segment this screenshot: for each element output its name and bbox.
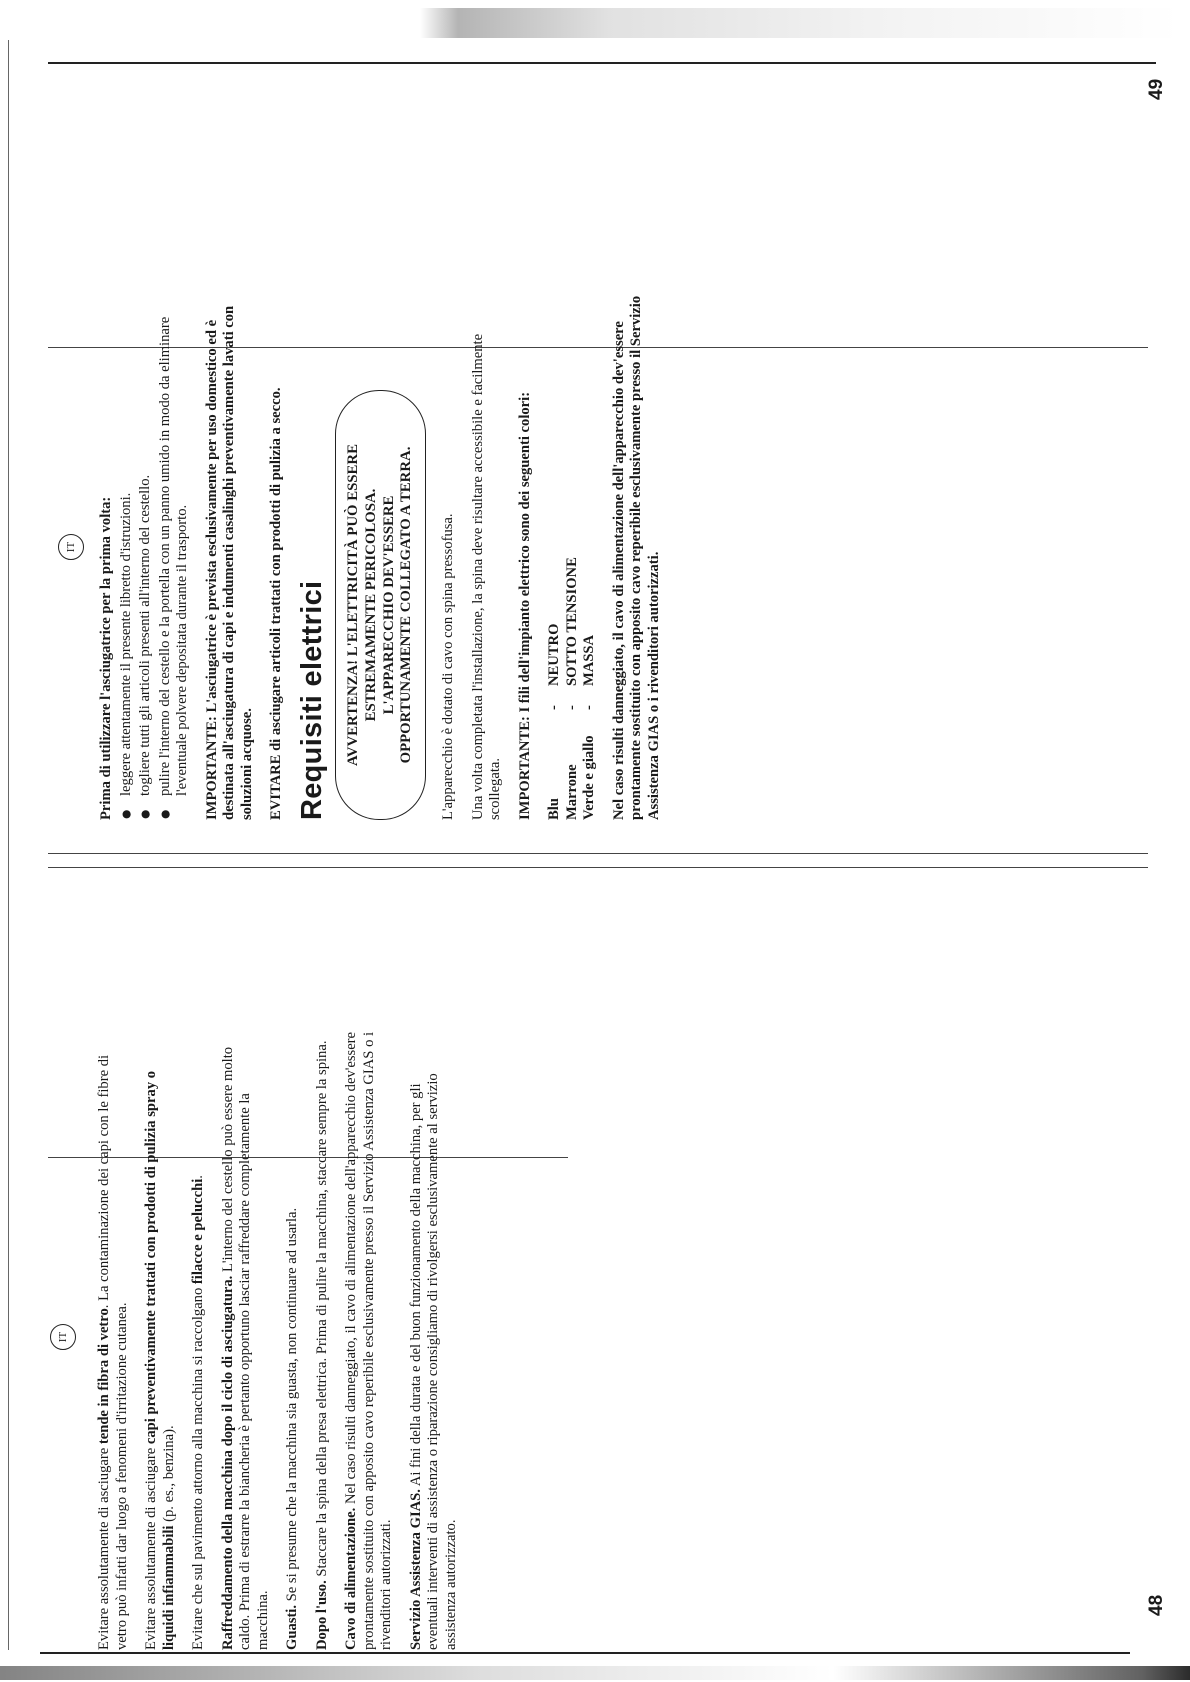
page-48-content bbox=[96, 1030, 460, 1650]
section-title: Requisiti elettrici bbox=[295, 580, 328, 820]
warning-line: AVVERTENZA! L'ELETTRICITÀ PUÒ ESSERE bbox=[345, 444, 361, 766]
first-use-list bbox=[118, 280, 192, 820]
important-wires-note: IMPORTANTE: I fili dell'impianto elettrico sono dei seguenti colori: bbox=[516, 391, 533, 820]
page-number-48: 48 bbox=[1146, 1594, 1167, 1616]
warning-line: ESTREMAMENTE PERICOLOSA. bbox=[362, 488, 379, 722]
wire-meaning: NEUTRO bbox=[546, 623, 563, 686]
page-48 bbox=[50, 1030, 472, 1650]
paragraph: Dopo l'uso. Staccare la spina della presa elettrica. Prima di pulire la macchina, staccare sempre la spina. bbox=[313, 1040, 330, 1650]
wire-colors-table bbox=[546, 557, 599, 820]
paragraph: Guasti. Se si presume che la macchina sia guasta, non continuare ad usarla. bbox=[284, 1207, 300, 1650]
cable-note: Nel caso risulti danneggiato, il cavo di alimentazione dell'apparecchio dev'essere prontamente sostituito con apposito cavo reperibile esclusivamente presso il Servizio Assistenza GIAS o i rivenditori autorizzati. bbox=[610, 295, 662, 820]
list-item: ● pulire l'interno del cestello e la portella con un panno umido in modo da eliminare l'eventuale polvere depositata durante il trasporto. bbox=[157, 280, 192, 820]
table-row bbox=[546, 557, 564, 820]
scan-shadow-top bbox=[420, 8, 1180, 38]
plug-text: L'apparecchio è dotato di cavo con spina pressofusa. bbox=[440, 513, 457, 820]
paragraph: Evitare assolutamente di asciugare tende in fibra di vetro. La contaminazione dei capi con le fibre di vetro può infatti dar luogo a fenomeni d'irritazione cutanea. bbox=[96, 1054, 130, 1650]
paragraph: Cavo di alimentazione. Nel caso risulti danneggiato, il cavo di alimentazione dell'apparecchio dev'essere prontamente sostituito con apposito cavo reperibile esclusivamente presso il Servizio Assistenza GIAS o i rivenditori autorizzati. bbox=[343, 1031, 394, 1650]
paragraph: Servizio Assistenza GIAS. Ai fini della durata e del buon funzionamento della macchina, per gli eventuali interventi di assistenza o riparazione consigliamo di rivolgersi esclusivamente al servizio assistenza autorizzato. bbox=[407, 1073, 459, 1650]
table-row bbox=[564, 557, 582, 820]
important-note: IMPORTANTE: L'asciugatrice è prevista esclusivamente per uso domestico ed è destinata all'asciugatura di capi e indumenti casalinghi preventivamente lavati con soluzioni acquose. bbox=[203, 305, 255, 820]
language-badge: IT bbox=[58, 534, 84, 560]
wire-meaning: MASSA bbox=[581, 634, 598, 686]
paragraph: Evitare assolutamente di asciugare capi preventivamente trattati con prodotti di pulizia spray o liquidi infiammabili (p. es., benzina). bbox=[143, 1070, 177, 1650]
avoid-note: EVITARE di asciugare articoli trattati con prodotti di pulizia a secco. bbox=[268, 387, 284, 820]
wire-separator: - bbox=[546, 705, 563, 710]
page-number-49: 49 bbox=[1146, 78, 1167, 100]
warning-line: L'APPARECCHIO DEV'ESSERE bbox=[380, 495, 397, 715]
install-text: Una volta completata l'installazione, la spina deve risultare accessibile e facilmente scollegata. bbox=[469, 333, 504, 820]
scan-shadow-bottom bbox=[0, 1666, 1190, 1680]
wire-meaning: SOTTO TENSIONE bbox=[563, 557, 580, 686]
wire-color: Blu bbox=[546, 798, 563, 820]
warning-line: OPPORTUNAMENTE COLLEGATO A TERRA. bbox=[398, 446, 415, 764]
page-divider-rule-left bbox=[48, 853, 1148, 854]
page-divider-rule-right bbox=[48, 867, 1148, 868]
left-edge-line bbox=[8, 40, 9, 1650]
page-49-content bbox=[98, 280, 663, 820]
paragraph: Evitare che sul pavimento attorno alla macchina si raccolgano filacce e pelucchi. bbox=[190, 1175, 206, 1650]
table-row bbox=[581, 557, 599, 820]
wire-color: Marrone bbox=[563, 764, 580, 820]
wire-separator: - bbox=[563, 705, 580, 710]
top-margin-rule bbox=[48, 62, 1156, 64]
warning-box bbox=[335, 390, 426, 820]
wire-color: Verde e giallo bbox=[581, 735, 598, 820]
wire-separator: - bbox=[581, 705, 598, 710]
intro-heading: Prima di utilizzare l'asciugatrice per la prima volta: bbox=[98, 496, 114, 820]
language-badge: IT bbox=[50, 1324, 76, 1350]
paragraph: Raffreddamento della macchina dopo il ciclo di asciugatura. L'interno del cestello può essere molto caldo. Prima di estrarre la biancheria è pertanto opportuno lasciar raffreddare completamente la macchina. bbox=[219, 1046, 271, 1650]
bottom-margin-rule bbox=[40, 1652, 1130, 1654]
list-item: ● leggere attentamente il presente libretto d'istruzioni. bbox=[118, 280, 136, 820]
list-item: ● togliere tutti gli articoli presenti all'interno del cestello. bbox=[137, 280, 155, 820]
page-49 bbox=[58, 280, 675, 820]
